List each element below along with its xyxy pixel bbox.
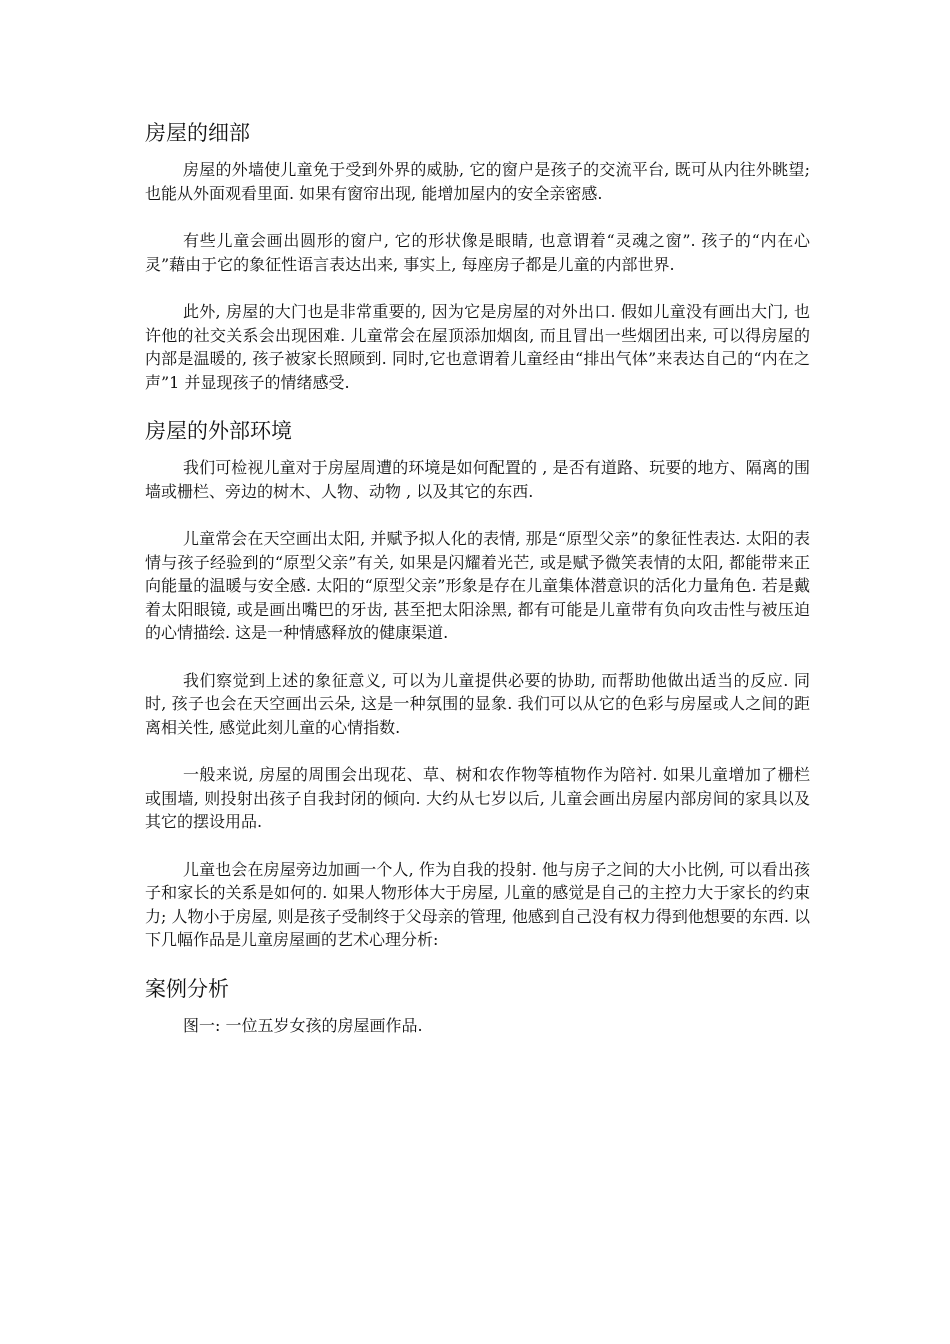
figure-caption: 图一: 一位五岁女孩的房屋画作品. — [183, 1015, 423, 1035]
section-heading-case-analysis: 案例分析 — [145, 976, 229, 1001]
paragraph: 一般来说, 房屋的周围会出现花、草、树和农作物等植物作为陪衬. 如果儿童增加了栅栏或围墙, 则投射出孩子自我封闭的倾向. 大约从七岁以后, 儿童会画出房屋内部房间的家具以及其它的摆设用品. — [145, 765, 810, 831]
paragraph: 儿童常会在天空画出太阳, 并赋予拟人化的表情, 那是“原型父亲”的象征性表达. 太阳的表情与孩子经验到的“原型父亲”有关, 如果是闪耀着光芒, 或是赋予微笑表情的太阳, 都能带来正向能量的温暖与安全感. 太阳的“原型父亲”形象是存在儿童集体潜意识的活化力量角色. 若是戴着太阳眼镜, 或是画出嘴巴的牙齿, 甚至把太阳涂黑, 都有可能是儿童带有负向攻击性与被压迫的心情描绘. 这是一种情感释放的健康渠道. — [145, 529, 810, 642]
paragraph: 我们察觉到上述的象征意义, 可以为儿童提供必要的协助, 而帮助他做出适当的反应. 同时, 孩子也会在天空画出云朵, 这是一种氛围的显象. 我们可以从它的色彩与房屋或人之间的距离相关性, 感觉此刻儿童的心情指数. — [145, 670, 810, 737]
section-heading-house-details: 房屋的细部 — [145, 121, 250, 145]
paragraph: 此外, 房屋的大门也是非常重要的, 因为它是房屋的对外出口. 假如儿童没有画出大门, 也许他的社交关系会出现困难. 儿童常会在屋顶添加烟囱, 而且冒出一些烟团出来, 可以得房屋的内部是温暖的, 孩子被家长照顾到. 同时,它也意谓着儿童经由“排出气体”来表达自己的“内在之声”1 并显现孩子的情绪感受. — [145, 302, 810, 392]
section-heading-exterior-environment: 房屋的外部环境 — [145, 419, 292, 443]
paragraph: 房屋的外墙使儿童免于受到外界的威胁, 它的窗户是孩子的交流平台, 既可从内往外眺望; 也能从外面观看里面. 如果有窗帘出现, 能增加屋内的安全亲密感. — [145, 160, 810, 203]
paragraph: 儿童也会在房屋旁边加画一个人, 作为自我的投射. 他与房子之间的大小比例, 可以看出孩子和家长的关系是如何的. 如果人物形体大于房屋, 儿童的感觉是自己的主控力大于家长的约束力; 人物小于房屋, 则是孩子受制终于父母亲的管理, 他感到自己没有权力得到他想要的东西. 以下几幅作品是儿童房屋画的艺术心理分析: — [145, 859, 810, 949]
paragraph: 我们可检视儿童对于房屋周遭的环境是如何配置的 , 是否有道路、玩要的地方、隔离的围墙或栅栏、旁边的树木、人物、动物 , 以及其它的东西. — [145, 458, 810, 501]
document-page — [145, 118, 810, 1037]
paragraph: 有些儿童会画出圆形的窗户, 它的形状像是眼睛, 也意谓着“灵魂之窗”. 孩子的“内在心灵”藉由于它的象征性语言表达出来, 事实上, 每座房子都是儿童的内部世界. — [145, 231, 810, 274]
